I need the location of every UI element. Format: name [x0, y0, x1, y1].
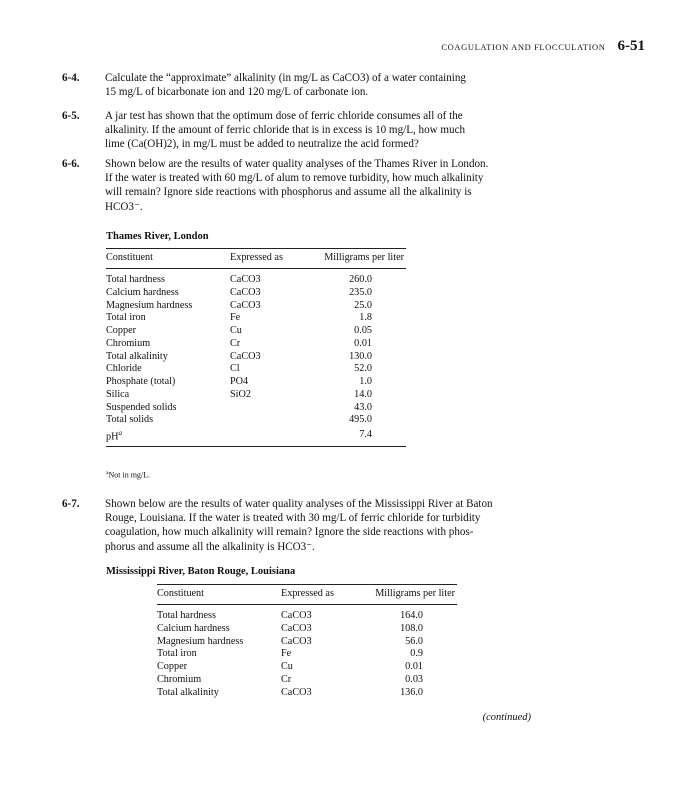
- problem-line: If the water is treated with 60 mg/L of alum to remove turbidity, how much alkalinity: [105, 172, 484, 185]
- problem-number: 6-6.: [62, 158, 80, 170]
- table-header-row: [157, 585, 457, 605]
- table-row: [106, 351, 406, 364]
- value-cell: 0.03: [405, 673, 423, 685]
- constituent-cell: Phosphate (total): [106, 376, 176, 387]
- value-cell: 0.9: [410, 648, 423, 660]
- constituent-cell: Total iron: [106, 312, 146, 324]
- expressed-as-cell: Fe: [230, 312, 241, 324]
- problem-text: [105, 109, 542, 152]
- problem-line: HCO3⁻.: [105, 200, 143, 213]
- table-row: [106, 402, 406, 415]
- problem-line: lime (Ca(OH)2), in mg/L must be added to neutralize the acid formed?: [105, 138, 419, 151]
- constituent-cell: $pH^a$: [106, 429, 123, 443]
- constituent-cell: Magnesium hardness: [157, 635, 244, 647]
- expressed-as-cell: Cu: [281, 661, 293, 672]
- problem-6-5: [62, 109, 542, 152]
- constituent-cell: Total hardness: [157, 610, 216, 621]
- constituent-cell: Calcium hardness: [157, 622, 230, 634]
- table-row: [157, 661, 457, 674]
- expressed-as-cell: Cr: [281, 673, 292, 685]
- value-cell: 0.01: [354, 337, 372, 349]
- ph-footnote-marker: a: [118, 429, 123, 437]
- expressed-as-cell: CaCO3: [281, 686, 312, 698]
- constituent-cell: Chloride: [106, 363, 142, 375]
- thames-table-title: Thames River, London: [106, 231, 209, 242]
- value-cell: 7.4: [359, 429, 372, 441]
- value-cell: 0.05: [354, 325, 372, 336]
- constituent-cell: Copper: [106, 325, 136, 336]
- problem-text: [105, 497, 542, 554]
- problem-line: Shown below are the results of water quality analyses of the Thames River in London.: [105, 158, 489, 170]
- table-row: [106, 287, 406, 300]
- expressed-as-cell: CaCO3: [281, 635, 312, 647]
- problem-line: phorus and assume all the alkalinity is HCO3⁻.: [105, 540, 315, 553]
- problem-6-4: [62, 71, 542, 99]
- expressed-as-cell: CaCO3: [230, 350, 261, 362]
- problem-line: alkalinity. If the amount of ferric chloride that is in excess is 10 mg/L, how much: [105, 124, 466, 137]
- expressed-as-cell: CaCO3: [230, 274, 261, 285]
- value-cell: 1.0: [359, 376, 372, 387]
- problem-line: will remain? Ignore side reactions with phosphorus and assume all the alkalinity is: [105, 186, 472, 199]
- problem-line: 15 mg/L of bicarbonate ion and 120 mg/L of carbonate ion.: [105, 86, 369, 99]
- table-row: [157, 623, 457, 636]
- expressed-as-cell: CaCO3: [281, 622, 312, 634]
- table-row: [157, 605, 457, 623]
- page-number: 6-51: [617, 38, 645, 54]
- expressed-as-cell: PO4: [230, 376, 249, 387]
- constituent-cell: Total iron: [157, 648, 197, 660]
- column-header: Constituent: [106, 249, 230, 269]
- value-cell: 1.8: [359, 312, 372, 324]
- value-cell: 235.0: [349, 286, 372, 298]
- value-cell: 130.0: [349, 350, 372, 362]
- expressed-as-cell: CaCO3: [230, 286, 261, 298]
- mississippi-table: [157, 584, 457, 701]
- column-header: Expressed as: [281, 585, 363, 605]
- problem-line: Calculate the “approximate” alkalinity (in mg/L as CaCO3) of a water containing: [105, 72, 466, 84]
- column-header: Expressed as: [230, 249, 312, 269]
- column-header: Constituent: [157, 585, 281, 605]
- table-row: [106, 300, 406, 313]
- table-row: [106, 376, 406, 389]
- expressed-as-cell: [230, 414, 312, 427]
- constituent-cell: Total solids: [106, 414, 154, 426]
- table-footnote: [106, 470, 150, 480]
- problem-line: Rouge, Louisiana. If the water is treated with 30 mg/L of ferric chloride for turbidity: [105, 512, 481, 525]
- table-row: [106, 427, 406, 447]
- value-cell: 52.0: [354, 363, 372, 375]
- constituent-cell: Chromium: [106, 337, 151, 349]
- problem-line: coagulation, how much alkalinity will remain? Ignore the side reactions with phos-: [105, 526, 474, 539]
- constituent-cell: Suspended solids: [106, 401, 177, 413]
- problem-6-6: [62, 157, 542, 214]
- running-head: COAGULATION AND FLOCCULATION: [441, 42, 606, 52]
- expressed-as-cell: [230, 402, 312, 415]
- table-row: [106, 363, 406, 376]
- expressed-as-cell: [230, 427, 312, 447]
- problem-line: A jar test has shown that the optimum dose of ferric chloride consumes all of the: [105, 110, 463, 122]
- problem-text: [105, 71, 542, 99]
- table-row: [157, 636, 457, 649]
- value-cell: 136.0: [400, 686, 423, 698]
- table-header-row: [106, 249, 406, 269]
- expressed-as-cell: Cr: [230, 337, 241, 349]
- constituent-cell: Total hardness: [106, 274, 165, 285]
- table-row: [106, 389, 406, 402]
- thames-table: [106, 248, 406, 447]
- problem-6-7: [62, 497, 542, 554]
- expressed-as-cell: CaCO3: [281, 610, 312, 621]
- footnote-marker: a: [106, 470, 109, 476]
- value-cell: 56.0: [405, 635, 423, 647]
- expressed-as-cell: Fe: [281, 648, 292, 660]
- expressed-as-cell: Cu: [230, 325, 242, 336]
- table-row: [157, 648, 457, 661]
- table-row: [106, 269, 406, 287]
- value-cell: 495.0: [349, 414, 372, 426]
- constituent-cell: Copper: [157, 661, 187, 672]
- value-cell: 108.0: [400, 622, 423, 634]
- expressed-as-cell: CaCO3: [230, 299, 261, 311]
- constituent-cell: Silica: [106, 388, 130, 400]
- continued-note: (continued): [482, 712, 531, 723]
- table-row: [157, 687, 457, 702]
- constituent-cell: Total alkalinity: [106, 350, 168, 362]
- table-row: [106, 338, 406, 351]
- footnote-text: Not in mg/L.: [108, 470, 151, 480]
- value-cell: 164.0: [400, 610, 423, 621]
- value-cell: 0.01: [405, 661, 423, 672]
- constituent-cell: Magnesium hardness: [106, 299, 193, 311]
- constituent-cell: Chromium: [157, 673, 202, 685]
- column-header: Milligrams per liter: [363, 585, 457, 605]
- expressed-as-cell: SiO2: [230, 388, 251, 400]
- problem-number: 6-4.: [62, 72, 80, 84]
- table-row: [157, 674, 457, 687]
- value-cell: 260.0: [349, 274, 372, 285]
- value-cell: 25.0: [354, 299, 372, 311]
- value-cell: 14.0: [354, 388, 372, 400]
- column-header: Milligrams per liter: [312, 249, 406, 269]
- table-row: [106, 414, 406, 427]
- problem-number: 6-5.: [62, 110, 80, 122]
- table-row: [106, 312, 406, 325]
- constituent-cell: Total alkalinity: [157, 686, 219, 698]
- table-row: [106, 325, 406, 338]
- problem-number: 6-7.: [62, 498, 80, 510]
- constituent-cell: Calcium hardness: [106, 286, 179, 298]
- value-cell: 43.0: [354, 401, 372, 413]
- expressed-as-cell: Cl: [230, 363, 240, 375]
- running-header: [0, 38, 645, 55]
- problem-text: [105, 157, 542, 214]
- mississippi-table-title: Mississippi River, Baton Rouge, Louisiana: [106, 566, 296, 577]
- problem-line: Shown below are the results of water quality analyses of the Mississippi River at Baton: [105, 498, 493, 510]
